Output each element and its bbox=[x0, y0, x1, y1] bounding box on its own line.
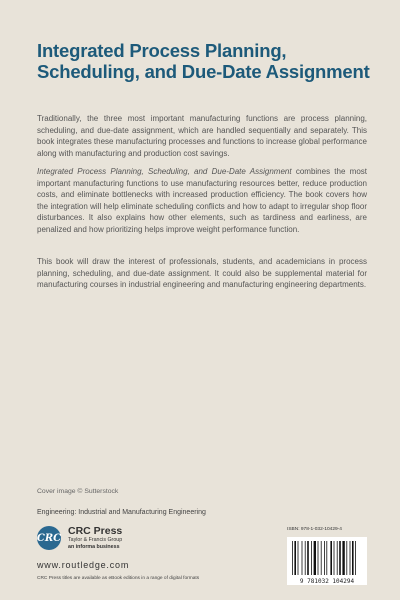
barcode-bar bbox=[302, 541, 303, 575]
publisher-website: www.routledge.com bbox=[37, 560, 130, 570]
barcode-bar bbox=[339, 541, 341, 575]
barcode-bar bbox=[324, 541, 325, 575]
book-title-italic: Integrated Process Planning, Scheduling, and Due-Date Assignment bbox=[37, 167, 292, 176]
barcode-bar bbox=[346, 541, 347, 575]
isbn-label: ISBN: 978-1-032-10429-4 bbox=[287, 527, 342, 532]
barcode-icon bbox=[287, 537, 367, 585]
barcode-bar bbox=[292, 541, 293, 575]
description-paragraph-2-text: combines the most important manufacturing functions to use manufacturing resources better, reduce production costs, and eliminate bottlenecks with increased production efficiency. The book covers how the integration will help eliminate scheduling conflicts and how to adapt to irregular shop floor disturbances. It also explains how other elements, such as tardiness and earliness, are penalized and how prioritizing helps improve weight performance function. bbox=[37, 167, 367, 234]
description-paragraph-2 bbox=[37, 166, 367, 236]
description-paragraph-1: Traditionally, the three most important manufacturing functions are process planning, scheduling, and due-date assignment, which are handled sequentially and separately. This book integrates these manufacturing processes and functions to increase global performance along with manufacturing and production cost savings. bbox=[37, 114, 367, 158]
publisher-group: Taylor & Francis Group bbox=[68, 537, 123, 543]
barcode-bar bbox=[342, 541, 344, 575]
ebook-note: CRC Press titles are available as eBook editions in a range of digital formats bbox=[37, 576, 200, 581]
barcode-bar bbox=[326, 541, 327, 575]
barcode-bar bbox=[314, 541, 316, 575]
barcode-bar bbox=[321, 541, 322, 575]
barcode-bar bbox=[330, 541, 332, 575]
barcode-bar bbox=[305, 541, 306, 575]
cover-credit: Cover image © Sutterstock bbox=[37, 488, 119, 495]
crc-press-logo-icon bbox=[37, 526, 61, 550]
subject-category: Engineering: Industrial and Manufacturing Engineering bbox=[37, 509, 206, 516]
barcode-bar bbox=[311, 541, 312, 575]
barcode-bar bbox=[355, 541, 356, 575]
barcode-bar bbox=[294, 541, 296, 575]
description-paragraph-3: This book will draw the interest of professionals, students, and academicians in process planning, scheduling, and due-date assignment. It could also be supplemental material for manufacturing courses in industrial engineering and manufacturing engineering departments. bbox=[37, 257, 367, 290]
barcode-digits: 9 781032 104294 bbox=[299, 578, 355, 585]
logo-text: CRC bbox=[36, 532, 62, 544]
barcode-bar bbox=[298, 541, 299, 575]
barcode-bar bbox=[334, 541, 335, 575]
book-title: Integrated Process Planning, Scheduling, and Due-Date Assignment bbox=[37, 40, 370, 82]
publisher-name: CRC Press bbox=[68, 525, 123, 537]
barcode-bar bbox=[337, 541, 338, 575]
publisher-informa: an informa business bbox=[68, 544, 120, 550]
barcode-bar bbox=[352, 541, 354, 575]
publisher-block bbox=[68, 526, 178, 551]
barcode-bar bbox=[350, 541, 351, 575]
barcode bbox=[287, 537, 367, 585]
barcode-bar bbox=[318, 541, 319, 575]
barcode-bar bbox=[307, 541, 309, 575]
